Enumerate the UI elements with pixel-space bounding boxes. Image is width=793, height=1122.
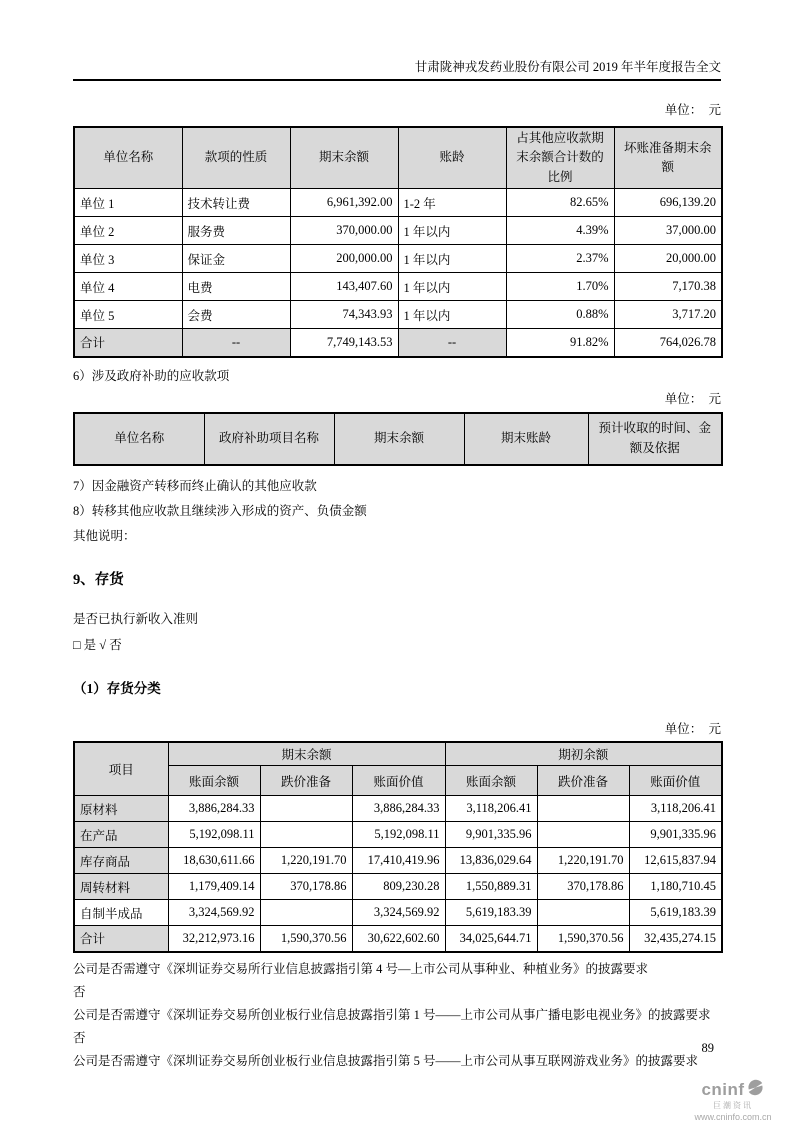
cell-nature: 电费 [182,273,290,301]
table-group-header-row [74,742,722,766]
cell-provision: 7,170.38 [614,273,722,301]
cell-value: 32,435,274.15 [629,926,722,952]
column-header: 账面余额 [445,766,537,796]
column-header: 占其他应收款期末余额合计数的比例 [506,127,614,189]
column-header: 账面价值 [629,766,722,796]
column-header: 跌价准备 [537,766,629,796]
cell-nature: 会费 [182,301,290,329]
unit-label: 单位： 元 [664,721,721,736]
cell-value: 3,324,569.92 [168,900,260,926]
cell-aging: 1-2 年 [398,189,506,217]
column-header: 单位名称 [74,413,204,465]
cell-item: 周转材料 [74,874,168,900]
cell-balance: 6,961,392.00 [290,189,398,217]
cninfo-logo-url: www.cninfo.com.cn [694,1112,772,1122]
table-total-row [74,926,722,952]
cell-value: 3,886,284.33 [352,796,445,822]
cell-unit-name: 单位 3 [74,245,182,273]
cell-value: 9,901,335.96 [445,822,537,848]
cell-item: 库存商品 [74,848,168,874]
other-receivables-table [73,126,723,358]
cell-value: 1,590,370.56 [537,926,629,952]
yes-no-answer: □ 是 √ 否 [73,637,122,652]
cell-value: 1,220,191.70 [537,848,629,874]
table-header-row [74,127,722,189]
cell-total-label: 合计 [74,329,182,357]
cell-aging: 1 年以内 [398,245,506,273]
cell-value [537,796,629,822]
cninfo-swoosh-icon [746,1078,765,1102]
cell-nature: 服务费 [182,217,290,245]
table-subheader-row [74,766,722,796]
cell-value: 809,230.28 [352,874,445,900]
section-9-heading: 9、存货 [73,571,124,588]
table-total-row [74,329,722,357]
cell-unit-name: 单位 4 [74,273,182,301]
cell-item: 原材料 [74,796,168,822]
cell-nature: 保证金 [182,245,290,273]
column-header: 款项的性质 [182,127,290,189]
table-row [74,900,722,926]
cell-value [537,822,629,848]
cell-aging: 1 年以内 [398,273,506,301]
cell-value: 3,886,284.33 [168,796,260,822]
cell-ratio: 1.70% [506,273,614,301]
cell-value [260,900,352,926]
table-row [74,217,722,245]
cell-value: 12,615,837.94 [629,848,722,874]
cell-value: 3,118,206.41 [629,796,722,822]
document-header-title: 甘肃陇神戎发药业股份有限公司 2019 年半年度报告全文 [414,60,721,74]
cninfo-logo [687,1078,779,1122]
cell-value: 3,324,569.92 [352,900,445,926]
disclosure-line: 公司是否需遵守《深圳证券交易所创业板行业信息披露指引第 1 号——上市公司从事广播电影电视业务》的披露要求 [73,1007,711,1022]
government-subsidy-table [73,412,723,466]
cell-ratio: 2.37% [506,245,614,273]
cell-aging: 1 年以内 [398,301,506,329]
column-header: 预计收取的时间、金额及依据 [588,413,722,465]
cell-balance: 7,749,143.53 [290,329,398,357]
column-header: 政府补助项目名称 [204,413,334,465]
cell-nature: -- [182,329,290,357]
inventory-table [73,741,723,953]
cell-provision: 3,717.20 [614,301,722,329]
header-divider [73,79,721,81]
cell-value: 34,025,644.71 [445,926,537,952]
cell-value: 5,192,098.11 [352,822,445,848]
column-header-item: 项目 [74,742,168,796]
cell-value: 370,178.86 [537,874,629,900]
column-header: 账面余额 [168,766,260,796]
cell-value: 32,212,973.16 [168,926,260,952]
table-row [74,848,722,874]
cell-item: 自制半成品 [74,900,168,926]
column-header: 期末余额 [290,127,398,189]
column-header: 期末余额 [334,413,464,465]
cell-value: 370,178.86 [260,874,352,900]
cell-ratio: 0.88% [506,301,614,329]
section-7-heading: 7）因金融资产转移而终止确认的其他应收款 [73,478,317,493]
table-row [74,245,722,273]
cell-value: 13,836,029.64 [445,848,537,874]
cell-ratio: 91.82% [506,329,614,357]
column-header: 账龄 [398,127,506,189]
unit-label: 单位： 元 [664,103,721,117]
column-header: 账面价值 [352,766,445,796]
cell-value: 30,622,602.60 [352,926,445,952]
cell-value: 1,179,409.14 [168,874,260,900]
table-row [74,273,722,301]
cell-value: 1,550,889.31 [445,874,537,900]
disclosure-line: 公司是否需遵守《深圳证券交易所行业信息披露指引第 4 号—上市公司从事种业、种植业务》的披露要求 [73,961,649,976]
cell-value [260,822,352,848]
cell-value: 1,220,191.70 [260,848,352,874]
cell-provision: 20,000.00 [614,245,722,273]
table-header-row [74,413,722,465]
cninfo-logo-text: cninf [701,1080,745,1099]
unit-label: 单位： 元 [664,391,721,406]
disclosure-answer: 否 [73,984,86,999]
disclosure-answer: 否 [73,1030,86,1045]
cell-balance: 200,000.00 [290,245,398,273]
cell-value: 17,410,419.96 [352,848,445,874]
column-header: 坏账准备期末余额 [614,127,722,189]
cell-value: 1,180,710.45 [629,874,722,900]
inventory-classification-heading: （1）存货分类 [73,680,161,696]
table-row [74,796,722,822]
cell-unit-name: 单位 1 [74,189,182,217]
cell-value: 18,630,611.66 [168,848,260,874]
cell-item: 在产品 [74,822,168,848]
cell-value [537,900,629,926]
table-row [74,874,722,900]
new-revenue-standard-question: 是否已执行新收入准则 [73,611,199,626]
cninfo-logo-caption: 巨潮资讯 [713,1101,753,1110]
cell-value: 1,590,370.56 [260,926,352,952]
cell-balance: 370,000.00 [290,217,398,245]
cell-value: 5,619,183.39 [629,900,722,926]
cell-unit-name: 单位 2 [74,217,182,245]
table-row [74,189,722,217]
table-row [74,822,722,848]
column-header: 单位名称 [74,127,182,189]
group-header-period-end: 期末余额 [168,742,445,766]
table-row [74,301,722,329]
cell-value [260,796,352,822]
cell-total-label: 合计 [74,926,168,952]
cell-aging: -- [398,329,506,357]
page-number: 89 [701,1041,714,1055]
cell-ratio: 82.65% [506,189,614,217]
cell-provision: 37,000.00 [614,217,722,245]
cell-provision: 764,026.78 [614,329,722,357]
column-header: 期末账龄 [464,413,588,465]
cell-value: 5,192,098.11 [168,822,260,848]
cell-value: 3,118,206.41 [445,796,537,822]
cell-value: 5,619,183.39 [445,900,537,926]
cell-provision: 696,139.20 [614,189,722,217]
column-header: 跌价准备 [260,766,352,796]
section-6-heading: 6）涉及政府补助的应收款项 [73,368,230,383]
cell-balance: 143,407.60 [290,273,398,301]
cell-unit-name: 单位 5 [74,301,182,329]
cell-aging: 1 年以内 [398,217,506,245]
other-note-label: 其他说明： [73,528,136,543]
disclosure-line: 公司是否需遵守《深圳证券交易所创业板行业信息披露指引第 5 号——上市公司从事互联网游戏业务》的披露要求 [73,1053,699,1068]
page-content [73,0,721,1069]
cell-balance: 74,343.93 [290,301,398,329]
cell-value: 9,901,335.96 [629,822,722,848]
section-8-heading: 8）转移其他应收款且继续涉入形成的资产、负债金额 [73,503,367,518]
cell-nature: 技术转让费 [182,189,290,217]
group-header-period-begin: 期初余额 [445,742,722,766]
cell-ratio: 4.39% [506,217,614,245]
